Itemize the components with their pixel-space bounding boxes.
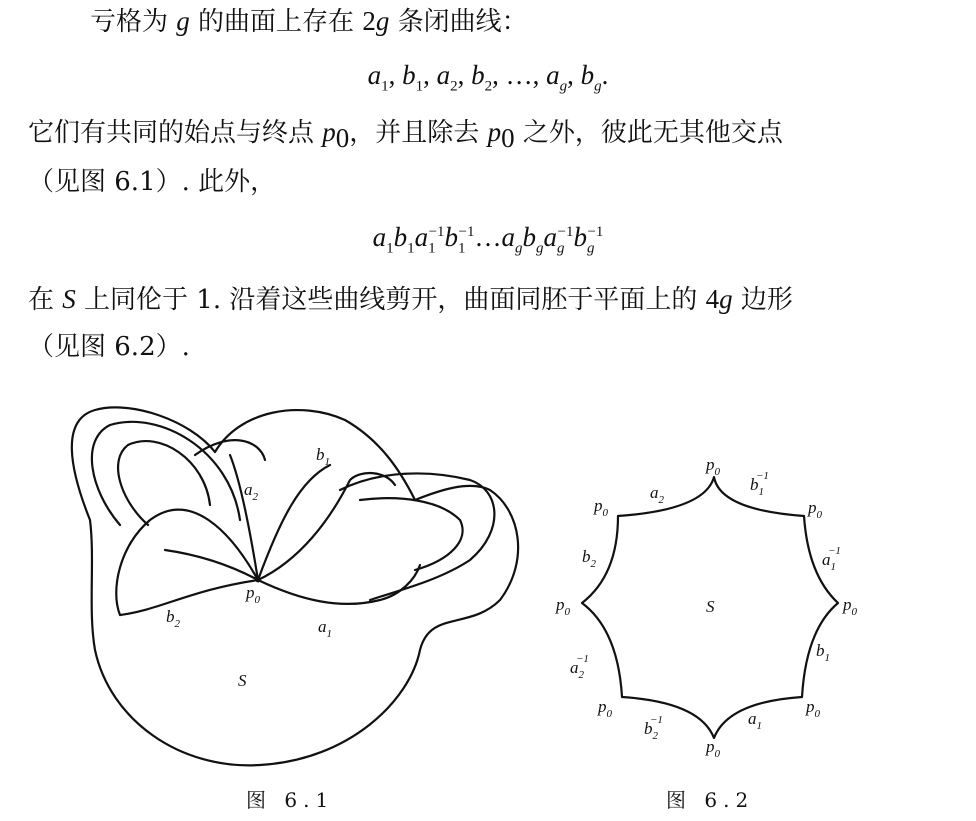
- edge-a1: $a_1$: [748, 709, 762, 732]
- label-b1: $b_1$: [316, 445, 330, 468]
- vertex-p0-upper-right: $p_0$: [808, 498, 822, 521]
- formula-curves: $a_1$, $b_1$, $a_2$, $b_2$, …, $a_g$, $b_g$.: [367, 60, 609, 95]
- vertex-p0-lower-right: $p_0$: [806, 697, 820, 720]
- vertex-p0-right: $p_0$: [843, 595, 857, 618]
- text-line-1: 亏格为 g 的曲面上存在 2g 条闭曲线：: [90, 6, 528, 37]
- vertex-p0-upper-left: $p_0$: [594, 496, 608, 519]
- edge-a2-inverse: $a_2-1$: [570, 653, 589, 681]
- label-b2: $b_2$: [166, 607, 180, 630]
- label-surface-S: S: [238, 671, 247, 690]
- vertex-p0-top: $p_0$: [706, 455, 720, 478]
- formula-relation: $a_1b_1a_1^{-1}b_1^{-1}\dots a_gb_ga_g^{-1}b_g^{-1}$: [372, 222, 604, 257]
- label-a1: $a_1$: [318, 617, 332, 640]
- vertex-p0-lower-left: $p_0$: [598, 697, 612, 720]
- edge-b2-inverse: $b_2-1$: [644, 714, 663, 742]
- edge-b2: $b_2$: [582, 547, 596, 570]
- caption-figure-6-2: 图 6.2: [666, 788, 755, 812]
- edge-a2: $a_2$: [650, 483, 664, 506]
- edge-b1-inverse: $b_1-1$: [750, 470, 769, 498]
- edge-b1: $b_1$: [816, 641, 830, 664]
- label-octagon-S: S: [706, 597, 715, 616]
- caption-figure-6-1: 图 6.1: [246, 788, 335, 812]
- vertex-p0-left: $p_0$: [556, 595, 570, 618]
- text-line-3: 它们有共同的始点与终点 $p_0$，并且除去 $p_0$ 之外，彼此无其他交点: [28, 117, 783, 154]
- label-p0: $p_0$: [246, 583, 260, 606]
- text-line-6: 在 S 上同伦于 1. 沿着这些曲线剪开，曲面同胚于平面上的 4g 边形: [28, 284, 793, 315]
- edge-a1-inverse: $a_1-1$: [822, 545, 841, 573]
- vertex-p0-bottom: $p_0$: [706, 737, 720, 760]
- text-line-4: （见图 6.1）. 此外，: [28, 167, 277, 197]
- text-line-7: （见图 6.2）.: [28, 332, 190, 362]
- label-a2: $a_2$: [244, 480, 258, 503]
